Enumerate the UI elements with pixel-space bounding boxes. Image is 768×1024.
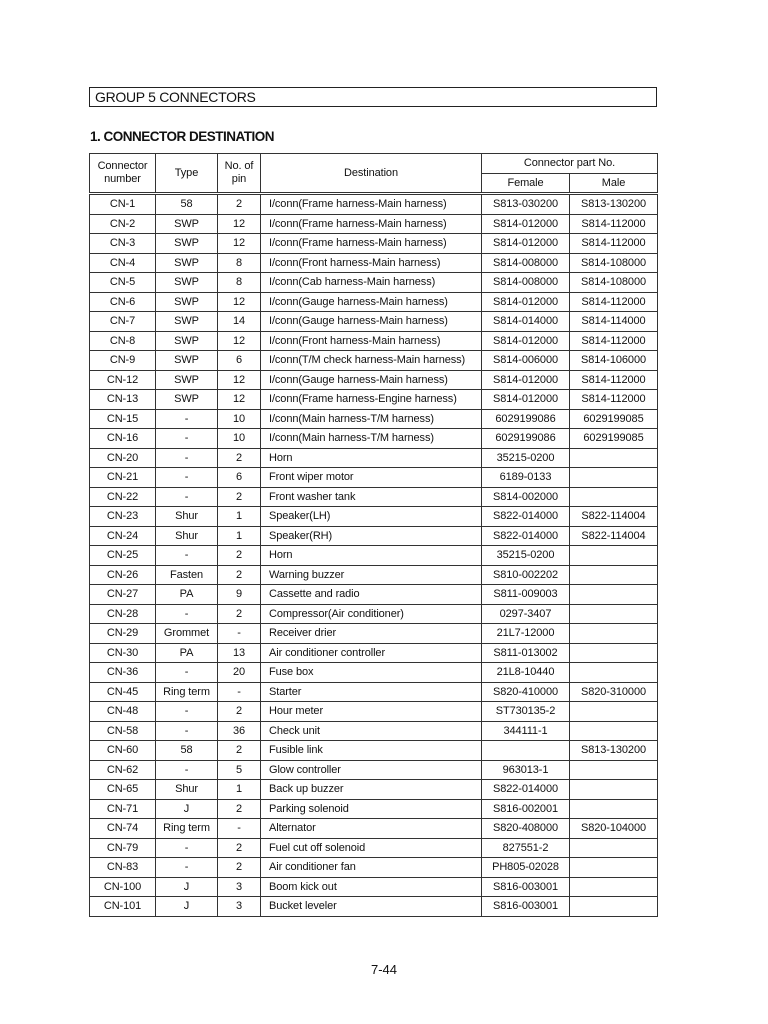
cell-no-of-pin: 3 [218, 897, 261, 917]
cell-male: S814-108000 [570, 273, 658, 293]
header-no-of-pin: No. of pin [218, 154, 261, 194]
cell-connector-number: CN-23 [90, 507, 156, 527]
cell-male [570, 604, 658, 624]
cell-no-of-pin: 14 [218, 312, 261, 332]
cell-no-of-pin: 8 [218, 273, 261, 293]
cell-male: S814-112000 [570, 390, 658, 410]
table-row [90, 292, 658, 312]
table-row [90, 448, 658, 468]
cell-female: 6029199086 [482, 429, 570, 449]
cell-no-of-pin: 2 [218, 448, 261, 468]
cell-no-of-pin: 2 [218, 194, 261, 215]
cell-destination: Speaker(RH) [261, 526, 482, 546]
cell-type: SWP [156, 292, 218, 312]
section-title: 1. CONNECTOR DESTINATION [90, 129, 275, 144]
cell-no-of-pin: 20 [218, 663, 261, 683]
table-row [90, 721, 658, 741]
cell-type: Grommet [156, 624, 218, 644]
cell-connector-number: CN-28 [90, 604, 156, 624]
cell-destination: I/conn(Frame harness-Engine harness) [261, 390, 482, 410]
cell-female: 6029199086 [482, 409, 570, 429]
cell-connector-number: CN-9 [90, 351, 156, 371]
cell-connector-number: CN-13 [90, 390, 156, 410]
cell-female: 827551-2 [482, 838, 570, 858]
table-row [90, 858, 658, 878]
cell-no-of-pin: 9 [218, 585, 261, 605]
cell-destination: Receiver drier [261, 624, 482, 644]
cell-female: S814-008000 [482, 253, 570, 273]
header-type: Type [156, 154, 218, 194]
cell-type: Ring term [156, 682, 218, 702]
cell-type: J [156, 897, 218, 917]
table-row [90, 273, 658, 293]
cell-female: S816-003001 [482, 877, 570, 897]
cell-type: SWP [156, 214, 218, 234]
cell-destination: I/conn(Front harness-Main harness) [261, 331, 482, 351]
cell-female: 963013-1 [482, 760, 570, 780]
cell-male [570, 565, 658, 585]
cell-female: S814-008000 [482, 273, 570, 293]
cell-no-of-pin: 1 [218, 526, 261, 546]
cell-male: S820-104000 [570, 819, 658, 839]
cell-female: S814-012000 [482, 292, 570, 312]
cell-type: - [156, 409, 218, 429]
group-title [89, 87, 657, 107]
cell-connector-number: CN-29 [90, 624, 156, 644]
table-row [90, 682, 658, 702]
cell-connector-number: CN-48 [90, 702, 156, 722]
page-number: 7-44 [370, 962, 398, 977]
table-row [90, 507, 658, 527]
cell-type: SWP [156, 253, 218, 273]
cell-type: SWP [156, 312, 218, 332]
table-row [90, 624, 658, 644]
cell-type: SWP [156, 234, 218, 254]
cell-type: PA [156, 585, 218, 605]
cell-male: S822-114004 [570, 507, 658, 527]
cell-male [570, 760, 658, 780]
cell-type: Fasten [156, 565, 218, 585]
cell-female: S814-006000 [482, 351, 570, 371]
cell-male [570, 663, 658, 683]
cell-destination: I/conn(Front harness-Main harness) [261, 253, 482, 273]
cell-type: - [156, 858, 218, 878]
cell-connector-number: CN-60 [90, 741, 156, 761]
cell-no-of-pin: 12 [218, 214, 261, 234]
cell-male [570, 624, 658, 644]
table-row [90, 760, 658, 780]
cell-no-of-pin: 5 [218, 760, 261, 780]
cell-male [570, 643, 658, 663]
cell-no-of-pin: 2 [218, 546, 261, 566]
cell-connector-number: CN-15 [90, 409, 156, 429]
table-row [90, 585, 658, 605]
table-row [90, 565, 658, 585]
table-row [90, 351, 658, 371]
cell-type: Shur [156, 507, 218, 527]
table-row [90, 838, 658, 858]
cell-connector-number: CN-71 [90, 799, 156, 819]
cell-no-of-pin: 36 [218, 721, 261, 741]
cell-male: S822-114004 [570, 526, 658, 546]
cell-connector-number: CN-7 [90, 312, 156, 332]
cell-male: S814-112000 [570, 370, 658, 390]
cell-type: J [156, 877, 218, 897]
cell-female: 344111-1 [482, 721, 570, 741]
cell-connector-number: CN-16 [90, 429, 156, 449]
cell-no-of-pin: 1 [218, 780, 261, 800]
cell-no-of-pin: 2 [218, 565, 261, 585]
cell-destination: Glow controller [261, 760, 482, 780]
cell-male: S813-130200 [570, 741, 658, 761]
table-row [90, 702, 658, 722]
cell-male: S814-112000 [570, 214, 658, 234]
cell-no-of-pin: 2 [218, 487, 261, 507]
cell-male [570, 799, 658, 819]
header-female: Female [482, 174, 570, 194]
cell-connector-number: CN-4 [90, 253, 156, 273]
table-row [90, 604, 658, 624]
cell-no-of-pin: 6 [218, 468, 261, 488]
cell-male [570, 858, 658, 878]
cell-no-of-pin: - [218, 682, 261, 702]
cell-female: 35215-0200 [482, 546, 570, 566]
cell-male [570, 448, 658, 468]
cell-type: - [156, 487, 218, 507]
cell-connector-number: CN-26 [90, 565, 156, 585]
cell-destination: Cassette and radio [261, 585, 482, 605]
cell-destination: Air conditioner controller [261, 643, 482, 663]
cell-male [570, 702, 658, 722]
cell-female: S814-014000 [482, 312, 570, 332]
table-row [90, 780, 658, 800]
cell-male: S814-112000 [570, 292, 658, 312]
cell-type: - [156, 546, 218, 566]
cell-no-of-pin: 6 [218, 351, 261, 371]
table-row [90, 819, 658, 839]
cell-female: 35215-0200 [482, 448, 570, 468]
cell-destination: I/conn(Main harness-T/M harness) [261, 429, 482, 449]
cell-male [570, 468, 658, 488]
cell-connector-number: CN-1 [90, 194, 156, 215]
cell-destination: Parking solenoid [261, 799, 482, 819]
cell-type: PA [156, 643, 218, 663]
cell-male: S820-310000 [570, 682, 658, 702]
cell-destination: Front wiper motor [261, 468, 482, 488]
cell-female: S814-012000 [482, 234, 570, 254]
cell-no-of-pin: 12 [218, 234, 261, 254]
cell-type: SWP [156, 351, 218, 371]
cell-destination: Horn [261, 448, 482, 468]
table-row [90, 429, 658, 449]
cell-connector-number: CN-22 [90, 487, 156, 507]
cell-connector-number: CN-8 [90, 331, 156, 351]
cell-destination: I/conn(Gauge harness-Main harness) [261, 370, 482, 390]
cell-no-of-pin: 13 [218, 643, 261, 663]
cell-type: - [156, 838, 218, 858]
cell-type: J [156, 799, 218, 819]
cell-female: S811-013002 [482, 643, 570, 663]
cell-connector-number: CN-24 [90, 526, 156, 546]
cell-male: S814-106000 [570, 351, 658, 371]
cell-connector-number: CN-101 [90, 897, 156, 917]
cell-connector-number: CN-30 [90, 643, 156, 663]
header-destination: Destination [261, 154, 482, 194]
cell-type: 58 [156, 194, 218, 215]
cell-no-of-pin: 2 [218, 799, 261, 819]
cell-female: S820-408000 [482, 819, 570, 839]
cell-connector-number: CN-74 [90, 819, 156, 839]
cell-no-of-pin: 12 [218, 370, 261, 390]
table-row [90, 897, 658, 917]
cell-female: S810-002202 [482, 565, 570, 585]
cell-female: ST730135-2 [482, 702, 570, 722]
cell-destination: Check unit [261, 721, 482, 741]
cell-connector-number: CN-25 [90, 546, 156, 566]
cell-female: S822-014000 [482, 780, 570, 800]
cell-destination: Compressor(Air conditioner) [261, 604, 482, 624]
cell-type: SWP [156, 331, 218, 351]
table-row [90, 194, 658, 215]
cell-destination: Bucket leveler [261, 897, 482, 917]
cell-male [570, 877, 658, 897]
cell-type: - [156, 760, 218, 780]
cell-no-of-pin: 2 [218, 858, 261, 878]
cell-no-of-pin: 8 [218, 253, 261, 273]
cell-connector-number: CN-3 [90, 234, 156, 254]
cell-no-of-pin: 12 [218, 331, 261, 351]
cell-destination: I/conn(Gauge harness-Main harness) [261, 292, 482, 312]
cell-female [482, 741, 570, 761]
cell-no-of-pin: 1 [218, 507, 261, 527]
cell-female: S814-002000 [482, 487, 570, 507]
cell-connector-number: CN-36 [90, 663, 156, 683]
cell-no-of-pin: 10 [218, 409, 261, 429]
cell-female: 0297-3407 [482, 604, 570, 624]
cell-male [570, 546, 658, 566]
cell-connector-number: CN-20 [90, 448, 156, 468]
cell-type: - [156, 721, 218, 741]
cell-no-of-pin: 2 [218, 838, 261, 858]
cell-female: S816-002001 [482, 799, 570, 819]
cell-destination: I/conn(Frame harness-Main harness) [261, 194, 482, 215]
header-male: Male [570, 174, 658, 194]
table-row [90, 741, 658, 761]
cell-female: S822-014000 [482, 526, 570, 546]
cell-female: PH805-02028 [482, 858, 570, 878]
cell-destination: Fuse box [261, 663, 482, 683]
table-row [90, 877, 658, 897]
cell-female: 21L8-10440 [482, 663, 570, 683]
cell-destination: Hour meter [261, 702, 482, 722]
cell-destination: Front washer tank [261, 487, 482, 507]
cell-connector-number: CN-65 [90, 780, 156, 800]
cell-no-of-pin: - [218, 819, 261, 839]
cell-connector-number: CN-6 [90, 292, 156, 312]
cell-type: SWP [156, 390, 218, 410]
cell-no-of-pin: 2 [218, 604, 261, 624]
cell-destination: I/conn(Main harness-T/M harness) [261, 409, 482, 429]
cell-connector-number: CN-5 [90, 273, 156, 293]
table-row [90, 643, 658, 663]
cell-connector-number: CN-21 [90, 468, 156, 488]
cell-male [570, 721, 658, 741]
cell-type: SWP [156, 370, 218, 390]
cell-male: 6029199085 [570, 409, 658, 429]
cell-type: 58 [156, 741, 218, 761]
cell-male: S814-108000 [570, 253, 658, 273]
cell-male: 6029199085 [570, 429, 658, 449]
cell-type: - [156, 468, 218, 488]
cell-type: SWP [156, 273, 218, 293]
cell-no-of-pin: - [218, 624, 261, 644]
header-connector-part-no: Connector part No. [482, 154, 658, 174]
table-row [90, 799, 658, 819]
cell-connector-number: CN-12 [90, 370, 156, 390]
cell-male [570, 838, 658, 858]
cell-connector-number: CN-45 [90, 682, 156, 702]
header-connector-number: Connector number [90, 154, 156, 194]
cell-destination: Speaker(LH) [261, 507, 482, 527]
cell-type: - [156, 702, 218, 722]
cell-connector-number: CN-83 [90, 858, 156, 878]
group-title-text: GROUP 5 CONNECTORS [95, 89, 256, 105]
cell-type: Shur [156, 780, 218, 800]
cell-destination: Fusible link [261, 741, 482, 761]
cell-no-of-pin: 3 [218, 877, 261, 897]
cell-no-of-pin: 12 [218, 390, 261, 410]
cell-male [570, 487, 658, 507]
cell-destination: Starter [261, 682, 482, 702]
cell-destination: Warning buzzer [261, 565, 482, 585]
cell-connector-number: CN-58 [90, 721, 156, 741]
cell-no-of-pin: 10 [218, 429, 261, 449]
table-row [90, 214, 658, 234]
table-row [90, 409, 658, 429]
cell-male: S814-114000 [570, 312, 658, 332]
cell-male [570, 897, 658, 917]
cell-female: S813-030200 [482, 194, 570, 215]
cell-destination: I/conn(Gauge harness-Main harness) [261, 312, 482, 332]
cell-connector-number: CN-79 [90, 838, 156, 858]
cell-male: S814-112000 [570, 331, 658, 351]
cell-destination: Boom kick out [261, 877, 482, 897]
cell-female: 6189-0133 [482, 468, 570, 488]
cell-male [570, 780, 658, 800]
cell-male: S813-130200 [570, 194, 658, 215]
cell-female: S822-014000 [482, 507, 570, 527]
cell-no-of-pin: 2 [218, 741, 261, 761]
cell-destination: I/conn(Frame harness-Main harness) [261, 214, 482, 234]
cell-female: S816-003001 [482, 897, 570, 917]
cell-destination: I/conn(Cab harness-Main harness) [261, 273, 482, 293]
cell-male [570, 585, 658, 605]
cell-destination: Air conditioner fan [261, 858, 482, 878]
cell-male: S814-112000 [570, 234, 658, 254]
cell-female: S814-012000 [482, 370, 570, 390]
cell-type: - [156, 448, 218, 468]
cell-connector-number: CN-100 [90, 877, 156, 897]
table-row [90, 331, 658, 351]
cell-female: S814-012000 [482, 331, 570, 351]
table-row [90, 312, 658, 332]
cell-type: - [156, 429, 218, 449]
table-row [90, 370, 658, 390]
cell-female: S814-012000 [482, 214, 570, 234]
cell-female: S814-012000 [482, 390, 570, 410]
cell-type: Ring term [156, 819, 218, 839]
cell-connector-number: CN-27 [90, 585, 156, 605]
cell-destination: I/conn(Frame harness-Main harness) [261, 234, 482, 254]
cell-female: S820-410000 [482, 682, 570, 702]
cell-destination: Alternator [261, 819, 482, 839]
connector-table [89, 153, 658, 917]
table-row [90, 234, 658, 254]
table-row [90, 526, 658, 546]
table-row [90, 253, 658, 273]
cell-destination: Horn [261, 546, 482, 566]
cell-type: - [156, 604, 218, 624]
cell-connector-number: CN-2 [90, 214, 156, 234]
cell-female: S811-009003 [482, 585, 570, 605]
table-row [90, 663, 658, 683]
cell-no-of-pin: 2 [218, 702, 261, 722]
cell-type: - [156, 663, 218, 683]
cell-no-of-pin: 12 [218, 292, 261, 312]
cell-connector-number: CN-62 [90, 760, 156, 780]
cell-destination: I/conn(T/M check harness-Main harness) [261, 351, 482, 371]
table-row [90, 390, 658, 410]
cell-female: 21L7-12000 [482, 624, 570, 644]
cell-type: Shur [156, 526, 218, 546]
cell-destination: Back up buzzer [261, 780, 482, 800]
cell-destination: Fuel cut off solenoid [261, 838, 482, 858]
table-row [90, 487, 658, 507]
table-row [90, 468, 658, 488]
table-row [90, 546, 658, 566]
